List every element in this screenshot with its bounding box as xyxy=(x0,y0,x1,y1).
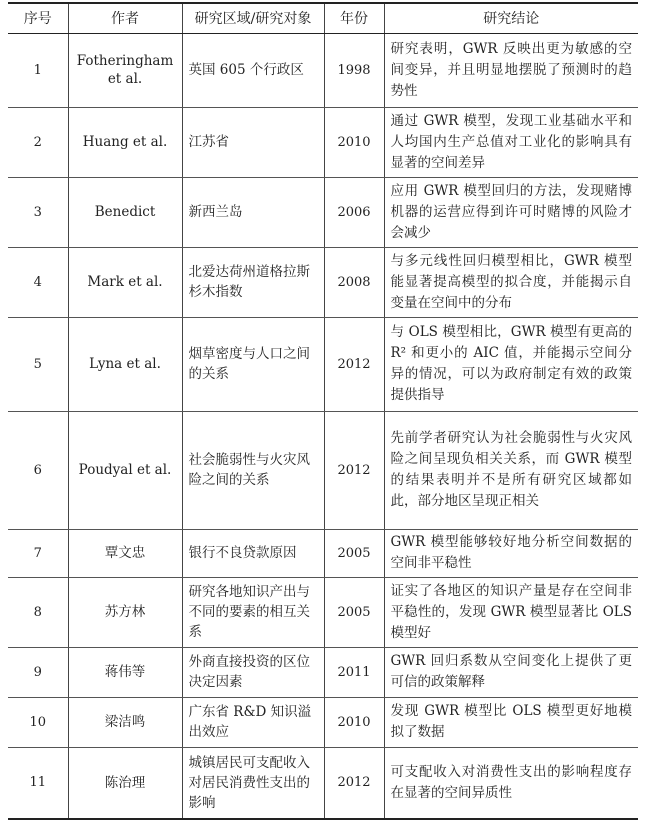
cell-author: 陈治理 xyxy=(68,747,182,819)
table-row xyxy=(8,747,638,819)
cell-conclusion: GWR 模型能够较好地分析空间数据的空间非平稳性 xyxy=(384,529,638,577)
cell-conclusion: 通过 GWR 模型，发现工业基础水平和人均国内生产总值对工业化的影响具有显著的空间差异 xyxy=(384,107,638,177)
cell-area: 广东省 R&D 知识溢出效应 xyxy=(182,697,324,747)
cell-num: 3 xyxy=(8,177,68,247)
table-row xyxy=(8,647,638,697)
cell-year: 2010 xyxy=(324,697,384,747)
cell-conclusion: 先前学者研究认为社会脆弱性与火灾风险之间呈现负相关关系，而 GWR 模型的结果表明并不是所有研究区域都如此，部分地区呈现正相关 xyxy=(384,411,638,529)
table-row xyxy=(8,577,638,647)
header-area: 研究区域/研究对象 xyxy=(182,3,324,33)
cell-conclusion: 研究表明，GWR 反映出更为敏感的空间变异，并且明显地摆脱了预测时的趋势性 xyxy=(384,33,638,107)
cell-num: 10 xyxy=(8,697,68,747)
cell-year: 2005 xyxy=(324,529,384,577)
cell-author: Mark et al. xyxy=(68,247,182,317)
header-num: 序号 xyxy=(8,3,68,33)
cell-conclusion: 可支配收入对消费性支出的影响程度存在显著的空间异质性 xyxy=(384,747,638,819)
table-row xyxy=(8,317,638,411)
table-row xyxy=(8,247,638,317)
cell-area: 银行不良贷款原因 xyxy=(182,529,324,577)
cell-conclusion: 与 OLS 模型相比，GWR 模型有更高的 R² 和更小的 AIC 值，并能揭示空间分异的情况，可以为政府制定有效的政策提供指导 xyxy=(384,317,638,411)
cell-area: 城镇居民可支配收入对居民消费性支出的影响 xyxy=(182,747,324,819)
cell-area: 英国 605 个行政区 xyxy=(182,33,324,107)
cell-num: 5 xyxy=(8,317,68,411)
cell-area: 烟草密度与人口之间的关系 xyxy=(182,317,324,411)
table-row xyxy=(8,697,638,747)
table-row xyxy=(8,529,638,577)
header-year: 年份 xyxy=(324,3,384,33)
cell-area: 北爱达荷州道格拉斯杉木指数 xyxy=(182,247,324,317)
cell-author: Huang et al. xyxy=(68,107,182,177)
cell-conclusion: 证实了各地区的知识产量是存在空间非平稳性的，发现 GWR 模型显著比 OLS 模型好 xyxy=(384,577,638,647)
cell-year: 2005 xyxy=(324,577,384,647)
cell-year: 2011 xyxy=(324,647,384,697)
cell-year: 2012 xyxy=(324,747,384,819)
cell-area: 研究各地知识产出与不同的要素的相互关系 xyxy=(182,577,324,647)
cell-num: 8 xyxy=(8,577,68,647)
cell-num: 9 xyxy=(8,647,68,697)
cell-author: 苏方林 xyxy=(68,577,182,647)
cell-author: Benedict xyxy=(68,177,182,247)
header-conclusion: 研究结论 xyxy=(384,3,638,33)
cell-area: 社会脆弱性与火灾风险之间的关系 xyxy=(182,411,324,529)
cell-year: 2010 xyxy=(324,107,384,177)
cell-num: 6 xyxy=(8,411,68,529)
gwr-studies-table xyxy=(8,2,638,820)
cell-conclusion: 应用 GWR 模型回归的方法，发现赌博机器的运营应得到许可时赌博的风险才会减少 xyxy=(384,177,638,247)
cell-num: 4 xyxy=(8,247,68,317)
cell-year: 2012 xyxy=(324,317,384,411)
cell-area: 江苏省 xyxy=(182,107,324,177)
cell-num: 2 xyxy=(8,107,68,177)
cell-conclusion: GWR 回归系数从空间变化上提供了更可信的政策解释 xyxy=(384,647,638,697)
cell-year: 2008 xyxy=(324,247,384,317)
table-row xyxy=(8,411,638,529)
table-row xyxy=(8,177,638,247)
cell-author: Poudyal et al. xyxy=(68,411,182,529)
table-row xyxy=(8,33,638,107)
cell-author: 梁洁鸣 xyxy=(68,697,182,747)
cell-year: 1998 xyxy=(324,33,384,107)
cell-num: 7 xyxy=(8,529,68,577)
cell-author: Lyna et al. xyxy=(68,317,182,411)
table-row xyxy=(8,107,638,177)
cell-num: 1 xyxy=(8,33,68,107)
cell-conclusion: 与多元线性回归模型相比，GWR 模型能显著提高模型的拟合度，并能揭示自变量在空间中的分布 xyxy=(384,247,638,317)
cell-area: 新西兰岛 xyxy=(182,177,324,247)
cell-author: Fotheringham et al. xyxy=(68,33,182,107)
cell-num: 11 xyxy=(8,747,68,819)
cell-author: 蒋伟等 xyxy=(68,647,182,697)
header-author: 作者 xyxy=(68,3,182,33)
cell-year: 2006 xyxy=(324,177,384,247)
cell-conclusion: 发现 GWR 模型比 OLS 模型更好地模拟了数据 xyxy=(384,697,638,747)
header-row xyxy=(8,3,638,33)
cell-area: 外商直接投资的区位决定因素 xyxy=(182,647,324,697)
cell-author: 覃文忠 xyxy=(68,529,182,577)
cell-year: 2012 xyxy=(324,411,384,529)
